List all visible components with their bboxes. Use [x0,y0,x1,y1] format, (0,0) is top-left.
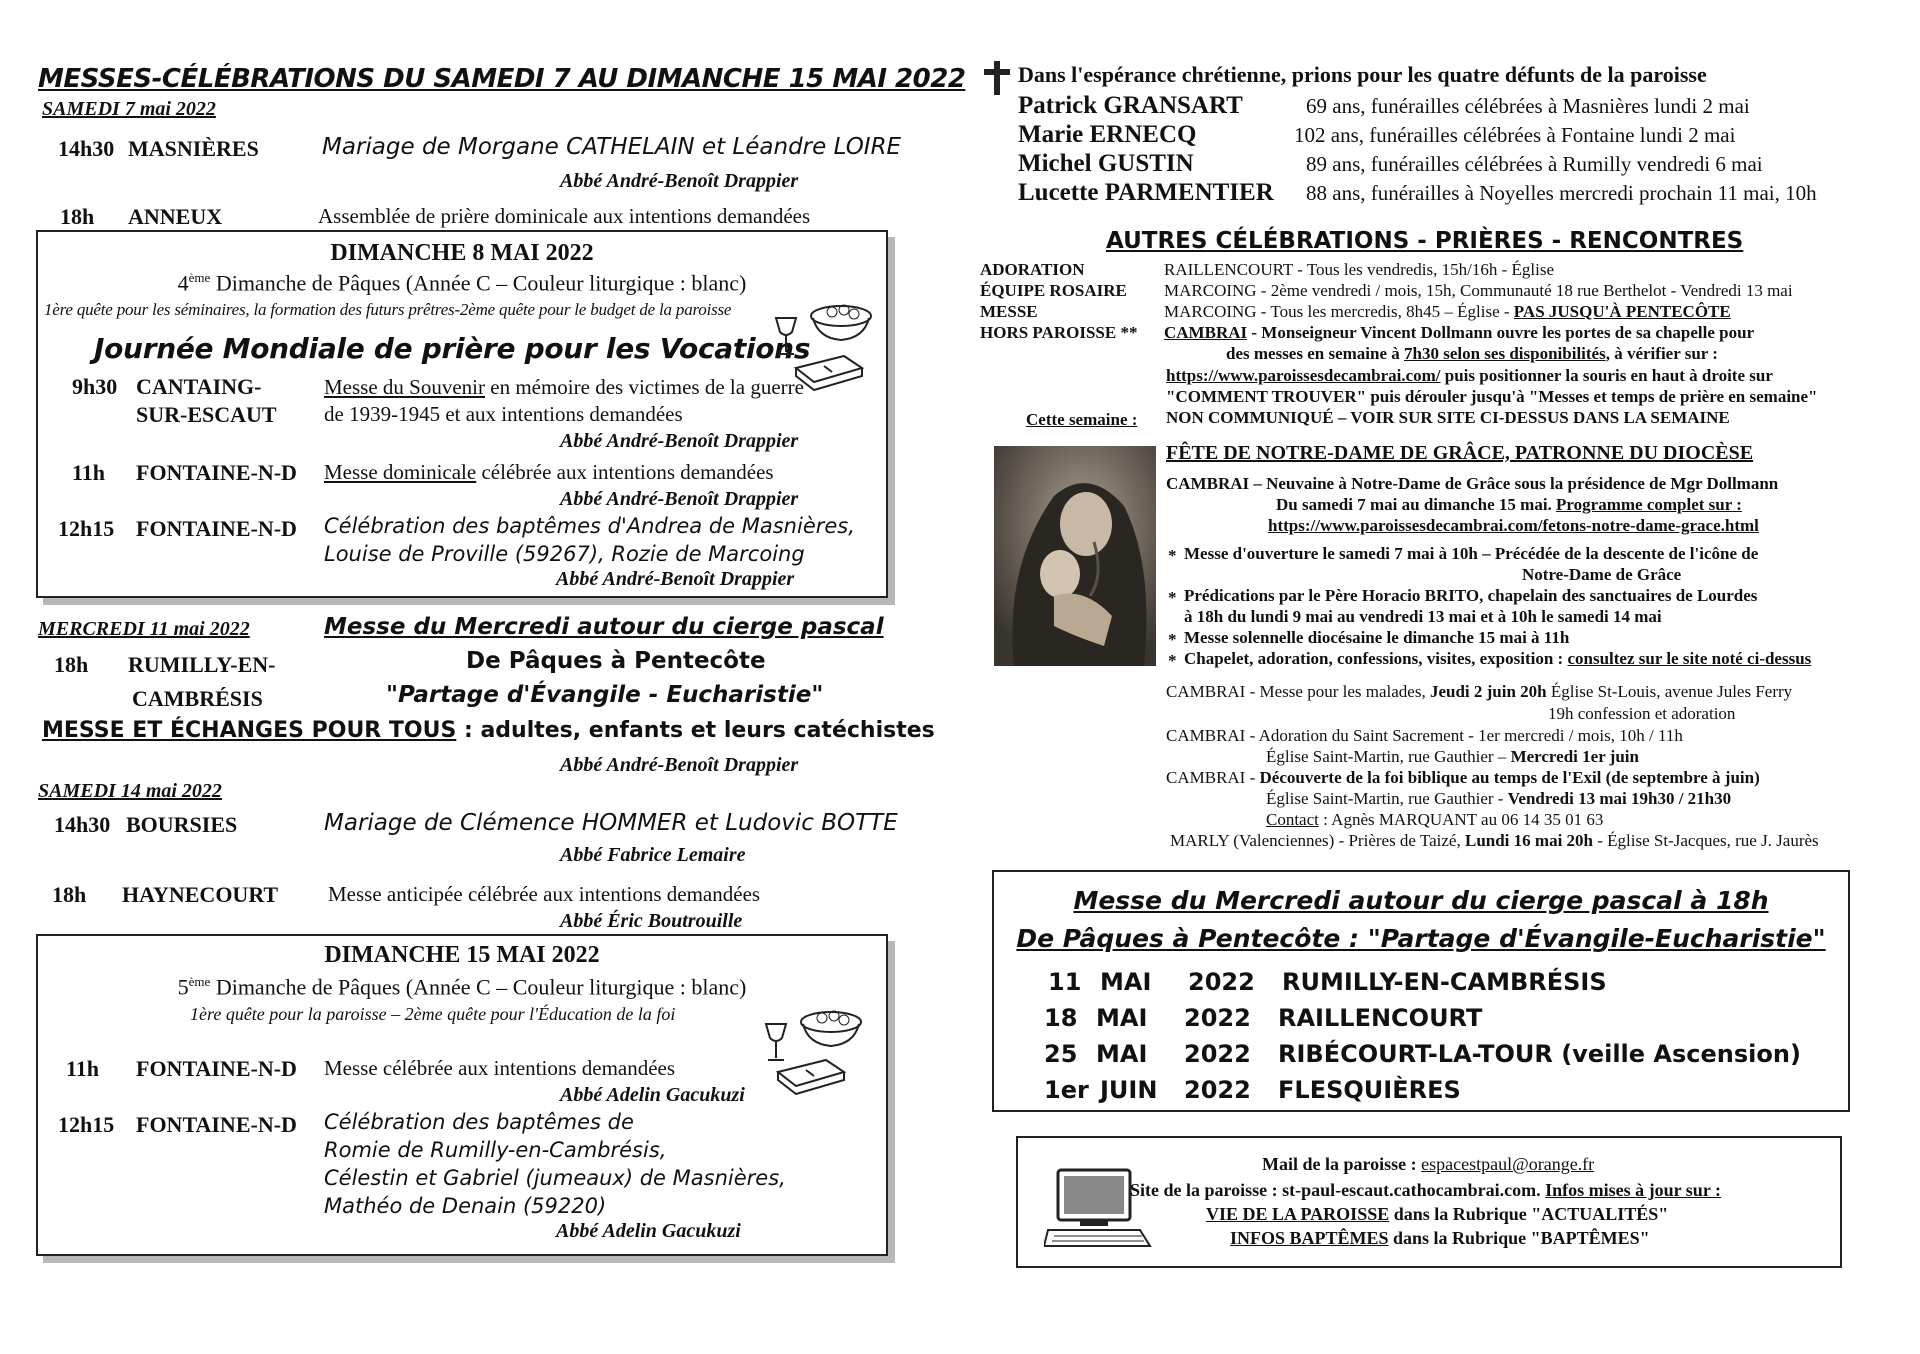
place: HAYNECOURT [122,882,279,907]
bullet: * [1168,651,1177,670]
baptemes-text: dans la Rubrique "BAPTÊMES" [1388,1228,1650,1248]
sunday-number: 5 [177,974,189,1000]
place: ANNEUX [128,204,223,229]
sunday-desc: Dimanche de Pâques (Année C – Couleur liturgique : blanc) [210,974,747,1000]
date-wednesday-11: MERCREDI 11 mai 2022 [38,618,250,640]
defunt-info: 89 ans, funérailles célébrées à Rumilly vendredi 6 mai [1306,152,1763,176]
fete-program: Programme complet sur : [1556,495,1742,514]
event-text-rest: en mémoire des victimes de la guerre [485,375,804,399]
priest-name: Abbé André-Benoît Drappier [560,170,799,192]
tous-line [42,718,935,743]
fete-heading: FÊTE DE NOTRE-DAME DE GRÂCE, PATRONNE DU DIOCÈSE [1166,442,1754,464]
cambrai-event: Adoration du Saint Sacrement - 1er mercredi / mois, 10h / 11h [1258,726,1683,745]
fete-bullet-3: Messe solennelle diocésaine le dimanche 15 mai à 11h [1184,628,1570,647]
time: 18h [52,882,87,907]
rosaire-text: MARCOING - 2ème vendredi / mois, 15h, Communauté 18 rue Berthelot - Vendredi 13 mai [1164,281,1793,300]
event-text: Louise de Proville (59267), Rozie de Marcoing [324,542,805,566]
mercredi-box-subtitle: De Pâques à Pentecôte : "Partage d'Évangile-Eucharistie" [1016,924,1826,953]
cambrai-line-1 [1166,682,1792,702]
place: SUR-ESCAUT [136,402,277,427]
adoration-text: RAILLENCOURT - Tous les vendredis, 15h/16h - Église [1164,260,1555,279]
hors-line3 [1166,366,1773,386]
website-link[interactable]: https://www.paroissesdecambrai.com/ [1166,366,1441,385]
cross-icon [982,60,1012,96]
date-day: 11 [1048,968,1082,996]
cambrai-event: Découverte de la foi biblique au temps de l'Exil (de septembre à juin) [1259,768,1760,787]
time: 18h [60,204,95,229]
date-day: 18 [1044,1004,1078,1032]
cambrai-line-2b [1266,747,1639,767]
priest-name: Abbé Fabrice Lemaire [560,844,746,866]
schedule-place: RIBÉCOURT-LA-TOUR (veille Ascension) [1278,1040,1801,1068]
priest-name: Abbé Adelin Gacukuzi [556,1220,741,1242]
hors-text: , à vérifier sur : [1605,344,1718,363]
place: CANTAING- [136,374,262,399]
date-saturday-7: SAMEDI 7 mai 2022 [42,98,216,120]
cambrai-text: MARLY (Valenciennes) - Prières de Taizé, [1170,831,1465,850]
defunts-heading: Dans l'espérance chrétienne, prions pour les quatre défunts de la paroisse [1018,62,1707,87]
event-text: Mariage de Clémence HOMMER et Ludovic BOTTE [324,810,898,836]
defunt-name: Lucette PARMENTIER [1018,179,1274,206]
hors-text: - Monseigneur Vincent Dollmann ouvre les portes de sa chapelle pour [1247,323,1755,342]
fete-bullet-1b: Notre-Dame de Grâce [1522,565,1682,584]
date-month: MAI [1100,968,1152,996]
defunt-name: Patrick GRANSART [1018,92,1243,119]
wednesday-line2: "Partage d'Évangile - Eucharistie" [386,682,824,708]
cambrai-text: Église Saint-Martin, rue Gauthier – [1266,747,1511,766]
bullet: * [1168,588,1177,607]
contact-label: Contact [1266,810,1319,829]
fete-dates: Du samedi 7 mai au dimanche 15 mai. [1276,495,1557,514]
defunt-info: 102 ans, funérailles célébrées à Fontaine lundi 2 mai [1294,123,1736,147]
sunday-sup: ème [188,974,211,989]
cambrai-line-4 [1170,831,1819,851]
semaine-text: NON COMMUNIQUÉ – VOIR SUR SITE CI-DESSUS DANS LA SEMAINE [1166,408,1730,427]
label-semaine: Cette semaine : [1026,410,1138,429]
time: 12h15 [58,516,115,541]
priest-name: Abbé André-Benoît Drappier [556,568,795,590]
priest-name: Abbé Éric Boutrouille [560,910,743,932]
cambrai-text: - Église St-Jacques, rue J. Jaurès [1593,831,1819,850]
hors-text: des messes en semaine à [1226,344,1405,363]
schedule-place: RAILLENCOURT [1278,1004,1483,1032]
time: 18h [54,652,89,677]
page-title: MESSES-CÉLÉBRATIONS DU SAMEDI 7 AU DIMANCHE 15 MAI 2022 [38,64,966,94]
messe-text [1164,302,1731,322]
cambrai-line-1b: 19h confession et adoration [1548,704,1736,723]
priest-name: Abbé Adelin Gacukuzi [560,1084,745,1106]
event-text: Célébration des baptêmes d'Andrea de Masnières, [324,514,855,538]
date-year: 2022 [1184,1076,1251,1104]
priest-name: Abbé André-Benoît Drappier [560,488,799,510]
event-text: Célestin et Gabriel (jumeaux) de Masnières, [324,1166,786,1190]
chalice-book-icon [756,1002,876,1102]
vie-text: dans la Rubrique "ACTUALITÉS" [1389,1204,1669,1224]
contact-box [1016,1136,1842,1268]
cambrai-text: CAMBRAI - Messe pour les malades, [1166,682,1430,701]
site-text: Site de la paroisse : st-paul-escaut.cathocambrai.com. [1130,1180,1546,1200]
cambrai-contact [1266,810,1603,830]
box-subtitle [38,974,886,1000]
label-adoration: ADORATION [980,260,1085,279]
bullet: * [1168,630,1177,649]
cambrai-text: Église Saint-Martin, rue Gauthier - [1266,789,1508,808]
event-text-rest: célébrée aux intentions demandées [476,460,774,484]
cambrai-text: CAMBRAI - [1166,768,1260,787]
fete-bullet-4-link: consultez sur le site noté ci-dessus [1567,649,1812,668]
messe-souvenir-link: Messe du Souvenir [324,375,485,399]
place: RUMILLY-EN- [128,652,276,677]
defunt-name: Marie ERNECQ [1018,121,1197,148]
vie-link[interactable]: VIE DE LA PAROISSE [1206,1204,1390,1224]
event-text [324,460,774,485]
hors-line4: "COMMENT TROUVER" puis dérouler jusqu'à "Messes et temps de prière en semaine" [1166,387,1818,406]
time: 14h30 [58,136,115,161]
date-day: 1er [1044,1076,1089,1104]
messe-text-main: MARCOING - Tous les mercredis, 8h45 – Église - [1164,302,1514,321]
box-title: DIMANCHE 8 MAI 2022 [330,240,594,266]
defunt-name: Michel GUSTIN [1018,150,1194,177]
hors-line2 [1226,344,1718,364]
cambrai-date: Vendredi 13 mai 19h30 / 21h30 [1507,789,1732,808]
date-year: 2022 [1188,968,1255,996]
fete-link[interactable]: https://www.paroissesdecambrai.com/fetons-notre-dame-grace.html [1268,516,1759,535]
date-day: 25 [1044,1040,1078,1068]
fete-bullet-1: Messe d'ouverture le samedi 7 mai à 10h – Précédée de la descente de l'icône de [1184,544,1759,563]
sunday-15-box [36,934,888,1256]
box-title: DIMANCHE 15 MAI 2022 [324,942,600,968]
time: 11h [72,460,106,485]
cambrai-line-3 [1166,768,1760,788]
sunday-number: 4 [177,270,189,296]
event-text: Messe célébrée aux intentions demandées [324,1056,676,1080]
cambrai-text: Église St-Louis, avenue Jules Ferry [1546,682,1793,701]
event-text: Assemblée de prière dominicale aux intentions demandées [318,204,811,228]
fete-line1: CAMBRAI – Neuvaine à Notre-Dame de Grâce sous la présidence de Mgr Dollmann [1166,474,1779,493]
sunday-sup: ème [188,270,211,285]
event-text: Mariage de Morgane CATHELAIN et Léandre LOIRE [322,134,902,160]
date-month: MAI [1096,1040,1148,1068]
time: 9h30 [72,374,118,399]
place: FONTAINE-N-D [136,1112,297,1137]
date-month: MAI [1096,1004,1148,1032]
date-saturday-14: SAMEDI 14 mai 2022 [38,780,222,802]
schedule-place: FLESQUIÈRES [1278,1076,1461,1104]
time: 14h30 [54,812,111,837]
cambrai-date: Jeudi 2 juin 20h [1429,682,1547,701]
baptemes-link[interactable]: INFOS BAPTÊMES [1230,1228,1389,1248]
place: MASNIÈRES [128,136,259,161]
mail-line [1262,1154,1594,1175]
madonna-icon-image [994,446,1156,666]
place: FONTAINE-N-D [136,1056,297,1081]
mail-link[interactable]: espacestpaul@orange.fr [1421,1154,1595,1174]
bullet: * [1168,546,1177,565]
journee-heading: Journée Mondiale de prière pour les Vocations [94,332,811,365]
hors-disponibilites: 7h30 selon ses disponibilités [1404,344,1606,363]
event-text: de 1939-1945 et aux intentions demandées [324,402,683,426]
quete-text: 1ère quête pour les séminaires, la formation des futurs prêtres-2ème quête pour le budget de la paroisse [44,300,732,319]
site-line [1130,1180,1721,1201]
cambrai-date: Lundi 16 mai 20h [1464,831,1593,850]
schedule-place: RUMILLY-EN-CAMBRÉSIS [1282,968,1607,996]
mail-label: Mail de la paroisse : [1262,1154,1422,1174]
cambrai-line-3b [1266,789,1731,809]
event-text: Mathéo de Denain (59220) [324,1194,607,1218]
sunday-desc: Dimanche de Pâques (Année C – Couleur liturgique : blanc) [210,270,747,296]
autres-heading: AUTRES CÉLÉBRATIONS - PRIÈRES - RENCONTRES [1106,228,1744,254]
fete-bullet-4 [1184,649,1811,669]
date-month: JUIN [1100,1076,1158,1104]
tous-heading: MESSE ET ÉCHANGES POUR TOUS [42,718,457,743]
box-subtitle [38,270,886,296]
fete-bullet-2b: à 18h du lundi 9 mai au vendredi 13 mai et à 10h le samedi 14 mai [1184,607,1662,626]
label-hors-paroisse: HORS PAROISSE ** [980,323,1138,342]
baptemes-line [1230,1228,1650,1249]
event-text [324,375,804,400]
cambrai-link: CAMBRAI [1164,323,1248,342]
event-text: Messe anticipée célébrée aux intentions demandées [328,882,761,906]
hors-text: puis positionner la souris en haut à droite sur [1440,366,1773,385]
cambrai-text: CAMBRAI - [1166,726,1259,745]
event-text: Romie de Rumilly-en-Cambrésis, [324,1138,667,1162]
event-text: Célébration des baptêmes de [324,1110,634,1134]
priest-name: Abbé André-Benoît Drappier [560,430,799,452]
time: 11h [66,1056,100,1081]
quete-text: 1ère quête pour la paroisse – 2ème quête pour l'Éducation de la foi [190,1004,676,1024]
messe-dominicale-link: Messe dominicale [324,460,477,484]
defunt-info: 69 ans, funérailles célébrées à Masnières lundi 2 mai [1306,94,1750,118]
place: BOURSIES [126,812,238,837]
site-infos: Infos mises à jour sur : [1545,1180,1721,1200]
label-messe: MESSE [980,302,1038,321]
fete-bullet-4-text: Chapelet, adoration, confessions, visites, exposition : [1184,649,1568,668]
messe-warning: PAS JUSQU'À PENTECÔTE [1513,302,1731,321]
sunday-8-box [36,230,888,598]
tous-text: : adultes, enfants et leurs catéchistes [456,718,935,743]
place: CAMBRÉSIS [132,686,263,711]
mercredi-box-title: Messe du Mercredi autour du cierge pascal à 18h [1073,886,1769,915]
date-year: 2022 [1184,1004,1251,1032]
label-rosaire: ÉQUIPE ROSAIRE [980,281,1127,300]
hors-line1 [1164,323,1754,343]
wednesday-heading: Messe du Mercredi autour du cierge pascal [324,614,884,640]
time: 12h15 [58,1112,115,1137]
cambrai-date: Mercredi 1er juin [1510,747,1639,766]
contact-text: : Agnès MARQUANT au 06 14 35 01 63 [1318,810,1604,829]
fete-bullet-2: Prédications par le Père Horacio BRITO, chapelain des sanctuaires de Lourdes [1184,586,1758,605]
wednesday-line1: De Pâques à Pentecôte [466,648,766,674]
date-year: 2022 [1184,1040,1251,1068]
place: FONTAINE-N-D [136,516,297,541]
place: FONTAINE-N-D [136,460,297,485]
mercredi-box [992,870,1850,1112]
fete-line2 [1276,495,1742,515]
defunt-info: 88 ans, funérailles à Noyelles mercredi prochain 11 mai, 10h [1306,181,1817,205]
vie-line [1206,1204,1668,1225]
cambrai-line-2 [1166,726,1683,746]
priest-name: Abbé André-Benoît Drappier [560,754,799,776]
